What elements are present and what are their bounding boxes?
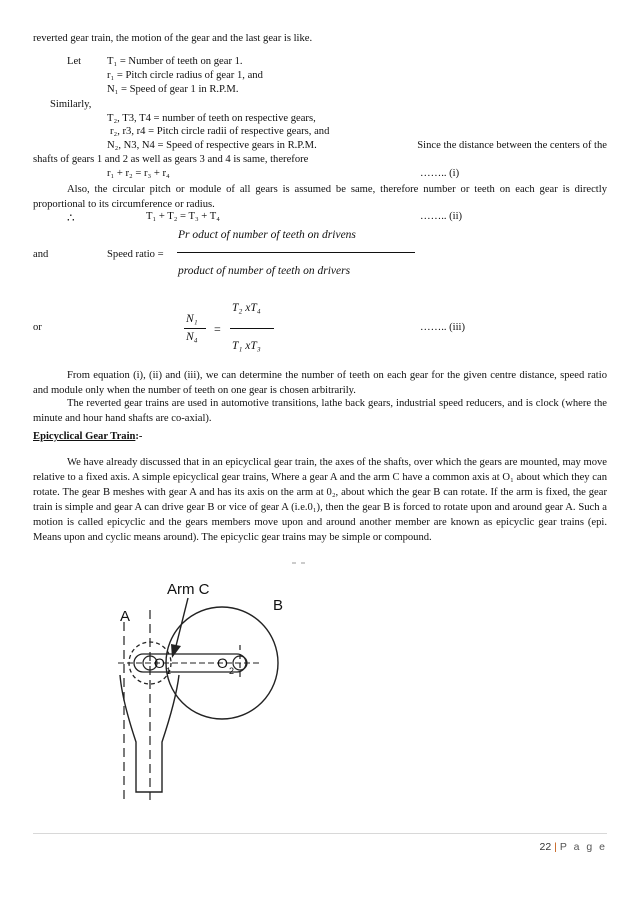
or-label: or bbox=[33, 322, 42, 333]
speed-ratio-label: Speed ratio = bbox=[107, 249, 164, 260]
speed-and-label: and bbox=[33, 249, 49, 260]
similarly-label: Similarly, bbox=[50, 99, 92, 110]
reverted-uses-paragraph: The reverted gear trains are used in automotive transitions, lathe back gears, industrial speed reducers, and is clock (where the minute and hour hand shafts are co-axial). bbox=[33, 398, 607, 424]
footer-separator: | bbox=[554, 841, 557, 853]
page-footer bbox=[539, 841, 607, 853]
label-o2: O bbox=[217, 655, 228, 671]
heading-text: Epicyclical Gear Train bbox=[33, 431, 136, 442]
def-n234: N₂, N3, N4 = Speed of respective gears in R.P.M. bbox=[107, 140, 317, 151]
eq3-tag: …….. (iii) bbox=[420, 322, 466, 333]
from-equation-paragraph: From equation (i), (ii) and (iii), we can determine the number of teeth on each gear for the given centre distance, speed ratio and module only when the number of teeth on one gear is chosen arbitrarily. bbox=[33, 370, 607, 396]
arm-c-arrowhead bbox=[171, 644, 181, 658]
eq1: r₁ + r₂ = r₃ + r₄ bbox=[107, 168, 170, 179]
footer-rule bbox=[33, 833, 607, 834]
shafts-text: shafts of gears 1 and 2 as well as gears 3 and 4 is same, therefore bbox=[33, 154, 309, 165]
page-word: P a g e bbox=[559, 841, 607, 853]
let-label: Let bbox=[67, 56, 82, 67]
def-t1: T₁ = Number of teeth on gear 1. bbox=[107, 56, 243, 67]
arm-c-arrow-line bbox=[176, 598, 188, 646]
label-o2-sub: 2 bbox=[229, 666, 235, 676]
page-number: 22 bbox=[539, 841, 552, 853]
label-o1: O bbox=[154, 655, 165, 671]
eq3-n4: N₄ bbox=[186, 331, 198, 343]
label-a: A bbox=[120, 608, 131, 625]
speed-ratio-denominator: product of number of teeth on drivers bbox=[178, 265, 351, 277]
def-r1: r₁ = Pitch circle radius of gear 1, and bbox=[107, 70, 263, 81]
label-o1-sub: 1 bbox=[166, 666, 172, 676]
intro-line: reverted gear train, the motion of the gear and the last gear is like. bbox=[33, 33, 313, 44]
since-text: Since the distance between the centers of the bbox=[417, 140, 607, 151]
speed-ratio-numerator: Pr oduct of number of teeth on drivens bbox=[178, 229, 356, 241]
eq3-equals: = bbox=[214, 322, 221, 336]
epicyclic-paragraph: We have already discussed that in an epicyclical gear train, the axes of the shafts, over which the gears are mounted, may move relative to a fixed axis. A simple epicyclical gear trains, Where a gear A and the arm C have a common axis at O₁ about which they can rotate. The gear B meshes with gear A and has its axis on the arm at 0₂, about which the gear B can rotate. If the arm is fixed, the gear train is simple and gear A can drive gear B or vice of gear A (i.e.0₁), then the gear B is forced to rotate upon and around gear A. Such a motion is called epicyclic and the gears members move upon and around another member are known as epicyclic gear trains (epi. Means upon and cyclic means around). The epicyclic gear trains may be simple or compound. bbox=[33, 457, 607, 543]
eq2-tag: …….. (ii) bbox=[420, 211, 463, 222]
def-r234: r₂, r3, r4 = Pitch circle radii of respective gears, and bbox=[110, 126, 330, 137]
eq2: T₁ + T₂ = T₃ + T₄ bbox=[146, 211, 220, 222]
eq3-n1: N₁ bbox=[186, 313, 198, 325]
def-t234: T₂, T3, T4 = number of teeth on respective gears, bbox=[107, 113, 316, 124]
eq3-denominator: T₁ xT₃ bbox=[232, 340, 261, 352]
frame-outline bbox=[120, 675, 179, 792]
eq1-tag: …….. (i) bbox=[420, 168, 460, 179]
def-n1: N₁ = Speed of gear 1 in R.P.M. bbox=[107, 84, 239, 95]
label-arm-c: Arm C bbox=[167, 581, 210, 598]
therefore-symbol: ∴ bbox=[67, 211, 75, 225]
pitch-paragraph: Also, the circular pitch or module of all gears is assumed be same, therefore number or teeth on each gear is directly proportional to its circumference or radius. bbox=[33, 184, 607, 210]
heading-suffix: :- bbox=[135, 431, 143, 442]
eq3-numerator: T₂ xT₄ bbox=[232, 302, 261, 314]
label-b: B bbox=[273, 597, 284, 614]
